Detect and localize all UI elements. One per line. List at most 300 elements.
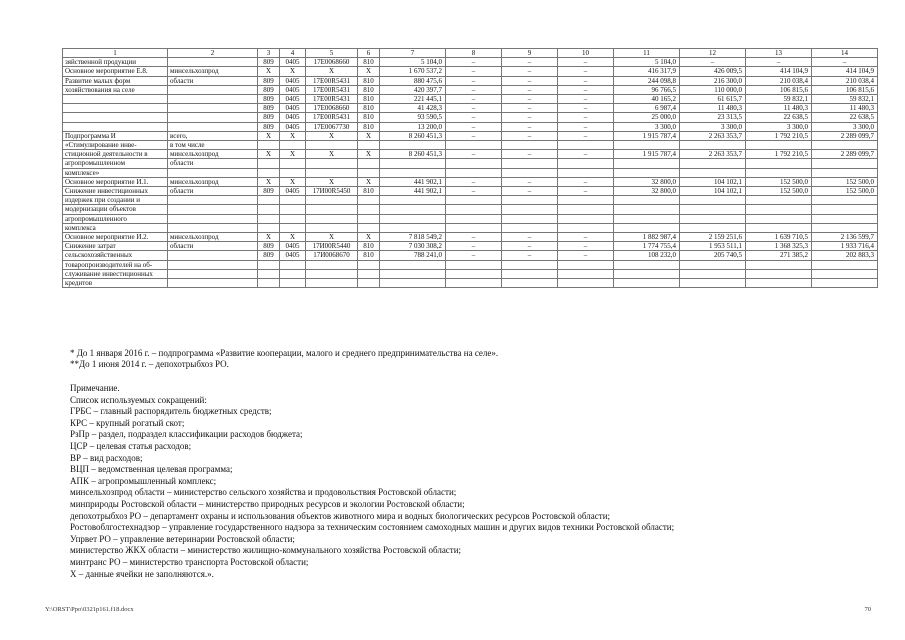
table-cell: – [558, 85, 614, 94]
table-cell: «Стимулирование инве- [63, 141, 168, 150]
table-cell: – [446, 122, 502, 131]
table-cell: – [558, 104, 614, 113]
table-cell: 17E00R5431 [306, 76, 358, 85]
table-cell: Х [306, 177, 358, 186]
table-cell [446, 141, 502, 150]
table-cell: 2 289 099,7 [812, 131, 878, 140]
table-cell [168, 223, 258, 232]
table-cell [168, 85, 258, 94]
table-cell [614, 159, 680, 168]
table-cell: – [558, 187, 614, 196]
table-cell: 416 317,9 [614, 67, 680, 76]
table-row [63, 159, 878, 168]
table-cell: 809 [258, 242, 280, 251]
table-cell [614, 279, 680, 288]
table-cell: Подпрограмма И [63, 131, 168, 140]
table-cell [446, 223, 502, 232]
table-cell: – [558, 67, 614, 76]
table-cell: – [558, 251, 614, 260]
note-line: Х – данные ячейки не заполняются.». [70, 568, 214, 579]
table-cell [680, 223, 746, 232]
table-cell: Х [358, 67, 380, 76]
table-cell [558, 214, 614, 223]
table-cell [446, 269, 502, 278]
table-cell [63, 95, 168, 104]
table-cell: – [558, 95, 614, 104]
table-cell: 216 300,0 [680, 76, 746, 85]
table-cell: 809 [258, 251, 280, 260]
table-cell: – [446, 58, 502, 67]
table-cell: 788 241,0 [380, 251, 446, 260]
column-header: 10 [558, 49, 614, 58]
table-cell: Х [280, 233, 306, 242]
table-cell: – [746, 58, 812, 67]
table-cell [280, 196, 306, 205]
table-cell: – [446, 131, 502, 140]
table-cell: 17E00R5431 [306, 95, 358, 104]
table-cell: издержек при создании и [63, 196, 168, 205]
table-cell: 3 300,0 [812, 122, 878, 131]
table-cell [306, 205, 358, 214]
table-cell: 2 136 599,7 [812, 233, 878, 242]
table-cell: сельскохозяйственных [63, 251, 168, 260]
table-cell [258, 205, 280, 214]
table-cell: – [502, 233, 558, 242]
table-cell: хозяйствования на селе [63, 85, 168, 94]
table-cell: – [680, 58, 746, 67]
table-cell [280, 214, 306, 223]
table-cell: 809 [258, 76, 280, 85]
table-cell [168, 104, 258, 113]
table-cell [280, 269, 306, 278]
table-cell [63, 122, 168, 131]
table-cell: – [502, 122, 558, 131]
table-cell: 17И00R5440 [306, 242, 358, 251]
note-line: депохотрыбхоз РО – департамент охраны и использования объектов животного мира и водных биологических ресурсов Ростовской области; [70, 510, 611, 521]
table-cell [306, 223, 358, 232]
table-cell [680, 159, 746, 168]
column-header: 1 [63, 49, 168, 58]
table-cell: – [502, 251, 558, 260]
footnote-line: **До 1 июня 2014 г. – депохотрыбхоз РО. [70, 359, 229, 369]
table-cell: 152 500,0 [746, 187, 812, 196]
table-cell: Развитие малых форм [63, 76, 168, 85]
table-cell: 108 232,0 [614, 251, 680, 260]
table-cell: агропромышленного [63, 214, 168, 223]
column-header: 5 [306, 49, 358, 58]
table-cell: Снижение инвестиционных [63, 187, 168, 196]
table-row [63, 141, 878, 150]
table-cell: – [558, 233, 614, 242]
table-cell: 880 475,6 [380, 76, 446, 85]
table-cell: 152 500,0 [746, 177, 812, 186]
table-cell [168, 122, 258, 131]
table-cell: 210 038,4 [812, 76, 878, 85]
table-cell: – [446, 76, 502, 85]
table-cell: 25 000,0 [614, 113, 680, 122]
note-line: ВР – вид расходов; [70, 452, 143, 463]
table-row [63, 104, 878, 113]
table-cell: 2 263 353,7 [680, 150, 746, 159]
table-cell [380, 196, 446, 205]
table-cell [168, 205, 258, 214]
table-cell: 271 385,2 [746, 251, 812, 260]
table-cell [812, 279, 878, 288]
table-cell: 810 [358, 251, 380, 260]
document-file-path: Y:\ORST\Ppo\0321p161.f18.docx [45, 606, 134, 613]
table-cell: – [502, 177, 558, 186]
note-line: РзПр – раздел, подраздел классификации расходов бюджета; [70, 429, 303, 440]
table-cell [306, 196, 358, 205]
table-cell [358, 141, 380, 150]
table-cell [358, 196, 380, 205]
table-cell: 810 [358, 95, 380, 104]
table-cell: 7 818 549,2 [380, 233, 446, 242]
table-cell [680, 168, 746, 177]
table-cell: 441 902,1 [380, 177, 446, 186]
note-line: ЦСР – целевая статья расходов; [70, 440, 192, 451]
table-cell [258, 260, 280, 269]
table-row [63, 242, 878, 251]
table-cell: – [502, 76, 558, 85]
table-cell [614, 223, 680, 232]
table-row [63, 113, 878, 122]
table-cell [558, 260, 614, 269]
table-cell [812, 269, 878, 278]
table-cell [812, 159, 878, 168]
table-cell [680, 141, 746, 150]
table-cell: – [502, 242, 558, 251]
table-cell: – [812, 58, 878, 67]
table-cell: 1 792 210,5 [746, 150, 812, 159]
table-cell [258, 279, 280, 288]
table-cell [380, 260, 446, 269]
table-cell [280, 205, 306, 214]
table-cell: – [502, 67, 558, 76]
table-cell: товаропроизводителей на об- [63, 260, 168, 269]
table-row [63, 260, 878, 269]
table-cell: 110 000,0 [680, 85, 746, 94]
table-cell: 17E0068660 [306, 58, 358, 67]
table-cell [380, 141, 446, 150]
table-cell [614, 168, 680, 177]
table-cell [306, 168, 358, 177]
table-cell [680, 269, 746, 278]
column-header: 13 [746, 49, 812, 58]
table-row [63, 251, 878, 260]
table-cell: Х [358, 233, 380, 242]
table-cell: – [446, 113, 502, 122]
table-cell: 17E0067730 [306, 122, 358, 131]
table-row [63, 269, 878, 278]
table-row [63, 233, 878, 242]
table-cell [746, 279, 812, 288]
table-cell: 0405 [280, 187, 306, 196]
table-cell: – [502, 104, 558, 113]
table-cell: 40 165,2 [614, 95, 680, 104]
note-line: минтранс РО – министерство транспорта Ростовской области; [70, 556, 309, 567]
table-cell [358, 279, 380, 288]
table-cell: 810 [358, 85, 380, 94]
table-cell: – [446, 150, 502, 159]
table-cell [446, 260, 502, 269]
table-cell [614, 196, 680, 205]
table-cell: 3 300,0 [746, 122, 812, 131]
table-cell [614, 205, 680, 214]
table-cell [558, 141, 614, 150]
table-row [63, 122, 878, 131]
table-cell [446, 214, 502, 223]
table-cell: 96 766,5 [614, 85, 680, 94]
table-cell [746, 269, 812, 278]
table-cell: Х [258, 177, 280, 186]
table-cell: Х [258, 150, 280, 159]
table-cell: Х [306, 150, 358, 159]
table-cell [558, 269, 614, 278]
table-cell [168, 269, 258, 278]
table-cell [168, 251, 258, 260]
column-header: 7 [380, 49, 446, 58]
note-line: Ростовоблгостехнадзор – управление государственного надзора за техническим состоянием самоходных машин и других видов техники Ростовской области; [70, 522, 675, 533]
table-cell: 1 933 716,4 [812, 242, 878, 251]
table-cell: 17E00R5431 [306, 85, 358, 94]
table-cell: модернизации объектов [63, 205, 168, 214]
table-cell: 0405 [280, 122, 306, 131]
table-cell: 810 [358, 187, 380, 196]
table-cell [380, 269, 446, 278]
column-header: 3 [258, 49, 280, 58]
table-cell [446, 196, 502, 205]
table-cell [280, 260, 306, 269]
table-cell [680, 279, 746, 288]
table-cell: 13 200,0 [380, 122, 446, 131]
table-cell: 1 368 325,3 [746, 242, 812, 251]
table-row [63, 196, 878, 205]
table-cell: 17И00R5450 [306, 187, 358, 196]
table-cell [380, 168, 446, 177]
note-heading: Примечание. [70, 383, 120, 393]
table-cell: 61 615,7 [680, 95, 746, 104]
table-row [63, 187, 878, 196]
table-cell [614, 214, 680, 223]
table-cell: – [446, 67, 502, 76]
table-row [63, 279, 878, 288]
table-cell: – [502, 58, 558, 67]
table-cell: 106 815,6 [746, 85, 812, 94]
table-cell [446, 159, 502, 168]
table-cell: 810 [358, 76, 380, 85]
table-cell: 420 397,7 [380, 85, 446, 94]
table-cell: комплексе» [63, 168, 168, 177]
table-cell: 809 [258, 104, 280, 113]
table-cell [812, 196, 878, 205]
table-cell [812, 223, 878, 232]
column-header: 6 [358, 49, 380, 58]
table-cell [502, 279, 558, 288]
table-cell: 17И0068670 [306, 251, 358, 260]
table-cell [614, 141, 680, 150]
note-line: АПК – агропромышленный комплекс; [70, 475, 217, 486]
table-row [63, 177, 878, 186]
table-cell: минсельхозпрод [168, 233, 258, 242]
table-cell: зяйственной продукции [63, 58, 168, 67]
table-cell: – [502, 85, 558, 94]
table-cell [280, 279, 306, 288]
table-cell [502, 196, 558, 205]
table-cell [258, 159, 280, 168]
table-cell: стиционной деятельности в [63, 150, 168, 159]
note-line: минприроды Ростовской области – министерство природных ресурсов и экологии Ростовской области; [70, 498, 465, 509]
table-cell [746, 205, 812, 214]
table-cell: 59 832,1 [746, 95, 812, 104]
table-cell: 1 792 210,5 [746, 131, 812, 140]
note-line: ГРБС – главный распорядитель бюджетных средств; [70, 406, 272, 417]
table-cell: 32 800,0 [614, 187, 680, 196]
column-header: 9 [502, 49, 558, 58]
table-cell: 810 [358, 58, 380, 67]
table-cell: 1 774 755,4 [614, 242, 680, 251]
column-header: 12 [680, 49, 746, 58]
table-cell: 0405 [280, 95, 306, 104]
table-cell [168, 279, 258, 288]
table-cell: 809 [258, 113, 280, 122]
table-cell [280, 168, 306, 177]
table-cell [358, 205, 380, 214]
table-cell: 202 883,3 [812, 251, 878, 260]
table-cell: 0405 [280, 104, 306, 113]
table-cell [558, 196, 614, 205]
table-cell: Х [358, 177, 380, 186]
table-cell: 104 102,1 [680, 177, 746, 186]
table-cell: – [446, 95, 502, 104]
table-cell: 93 590,5 [380, 113, 446, 122]
table-cell: 809 [258, 122, 280, 131]
table-cell [812, 260, 878, 269]
table-row [63, 131, 878, 140]
table-cell: – [558, 113, 614, 122]
table-row [63, 58, 878, 67]
table-cell: служивание инвестиционных [63, 269, 168, 278]
table-cell: 414 104,9 [812, 67, 878, 76]
table-cell: – [446, 251, 502, 260]
table-cell [502, 141, 558, 150]
note-line: ВЦП – ведомственная целевая программа; [70, 464, 233, 475]
table-cell [558, 159, 614, 168]
table-cell: Х [258, 131, 280, 140]
table-cell [502, 159, 558, 168]
table-cell [358, 214, 380, 223]
table-cell: области [168, 76, 258, 85]
table-cell: области [168, 159, 258, 168]
table-cell [358, 168, 380, 177]
table-cell: 441 902,1 [380, 187, 446, 196]
table-cell: 152 500,0 [812, 187, 878, 196]
table-cell: – [558, 122, 614, 131]
table-cell: Х [280, 67, 306, 76]
table-cell: 2 159 251,6 [680, 233, 746, 242]
abbreviations-note [70, 383, 870, 580]
table-cell [306, 141, 358, 150]
table-cell: в том числе [168, 141, 258, 150]
table-cell: Основное мероприятие И.1. [63, 177, 168, 186]
table-cell: 17E00R5431 [306, 113, 358, 122]
table-cell: – [502, 113, 558, 122]
table-cell: 152 500,0 [812, 177, 878, 186]
table-cell [380, 223, 446, 232]
table-cell: 1 670 537,2 [380, 67, 446, 76]
table-cell: 2 263 353,7 [680, 131, 746, 140]
table-cell: 8 260 451,3 [380, 150, 446, 159]
table-cell [380, 205, 446, 214]
table-row [63, 205, 878, 214]
table-cell [746, 168, 812, 177]
table-cell: 810 [358, 113, 380, 122]
table-cell [380, 214, 446, 223]
table-cell [168, 58, 258, 67]
table-cell: 8 260 451,3 [380, 131, 446, 140]
table-cell [558, 279, 614, 288]
table-cell: Х [306, 131, 358, 140]
table-cell: 244 098,8 [614, 76, 680, 85]
table-row [63, 67, 878, 76]
table-cell [446, 205, 502, 214]
table-cell: 0405 [280, 113, 306, 122]
table-cell: всего, [168, 131, 258, 140]
page-number: 70 [864, 606, 871, 613]
table-cell [746, 141, 812, 150]
column-header: 4 [280, 49, 306, 58]
table-cell [306, 260, 358, 269]
table-cell: 41 428,3 [380, 104, 446, 113]
table-cell [680, 214, 746, 223]
table-cell: 809 [258, 187, 280, 196]
table-cell: Х [306, 233, 358, 242]
table-cell [168, 260, 258, 269]
table-cell [280, 223, 306, 232]
table-cell: области [168, 187, 258, 196]
table-cell: – [502, 95, 558, 104]
table-cell: Х [358, 131, 380, 140]
table-cell: – [502, 131, 558, 140]
table-cell [746, 214, 812, 223]
table-cell: Х [280, 150, 306, 159]
table-row [63, 150, 878, 159]
table-cell [380, 159, 446, 168]
table-cell [502, 168, 558, 177]
table-cell: 426 009,5 [680, 67, 746, 76]
table-cell: – [446, 242, 502, 251]
table-cell [502, 205, 558, 214]
table-row [63, 76, 878, 85]
table-cell [680, 196, 746, 205]
table-cell: 210 038,4 [746, 76, 812, 85]
table-cell [746, 260, 812, 269]
table-cell: 205 740,5 [680, 251, 746, 260]
table-cell [258, 196, 280, 205]
table-cell [258, 223, 280, 232]
table-cell: 11 480,3 [812, 104, 878, 113]
table-row [63, 95, 878, 104]
table-cell: 2 289 099,7 [812, 150, 878, 159]
table-cell: 104 102,1 [680, 187, 746, 196]
table-cell [306, 159, 358, 168]
column-header: 8 [446, 49, 502, 58]
table-cell [306, 279, 358, 288]
table-cell: – [558, 131, 614, 140]
table-cell: Снижение затрат [63, 242, 168, 251]
table-cell [502, 269, 558, 278]
table-cell: Х [258, 67, 280, 76]
